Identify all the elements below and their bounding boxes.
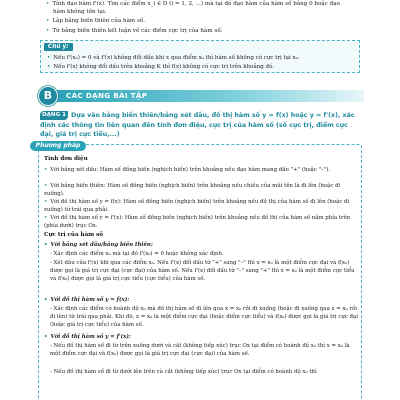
step-text: Lập bảng biến thiên của hàm số. <box>52 18 146 24</box>
method-item: • Với đồ thị hàm số y = f(x): Hàm số đồng biến (nghịch biến) trên khoảng nếu đồ thị của hàm số đi lên (hoặc đi xuống) từ trái qua phải. <box>44 199 350 213</box>
step-text: Tính đạo hàm f'(x). Tìm các điểm x_i ∈ D (i = 1, 2, ...) mà tại đó đạo hàm của hàm số bằng 0 hoặc đạo <box>52 1 340 7</box>
subheading-extrema: Cực trị của hàm số <box>44 232 103 238</box>
subheading-monotonic: Tính đơn điệu <box>44 156 88 162</box>
step-line: • Từ bảng biến thiên kết luận về các điểm cực trị của hàm số. <box>46 28 223 34</box>
method-item: • Với bảng xét dấu: Hàm số đồng biến (nghịch biến) trên khoảng nếu đạo hàm mang dấu "+" (hoặc "–"). <box>44 167 331 173</box>
method-subitem: - Nếu đồ thị hàm số đi từ trên xuống dưới và cắt (không tiếp xúc) trục Ox tại điểm có hoành độ x₀ thì x = x₀ là một điểm cực đại và f(x₀) được gọi là giá trị cực đại (cực đại) của hàm số. <box>50 343 350 357</box>
method-item: • Với bảng biến thiên: Hàm số đồng biến (nghịch biến) trên khoảng nếu chiều của mũi tên là đi lên (hoặc đi xuống). <box>44 183 341 197</box>
method-subitem: - Xác định các điểm có hoành độ x₀ mà đồ thị hàm số đi lên qua x = x₀ rồi đi xuống (hoặc đi xuống qua x = x₀ rồi đi lên) từ trái qua phải. Khi đó, x = x₀ là một điểm cực đại (hoặc điểm cực tiểu) và f(x₀) được gọi là giá trị cực đại (hoặc giá trị cực tiểu) của hàm số. <box>50 306 358 328</box>
section-title: CÁC DẠNG BÀI TẬP <box>66 91 148 100</box>
method-item: • Với đồ thị hàm số y = f'(x): <box>44 334 131 340</box>
method-item: • Với đồ thị hàm số y = f(x): <box>44 297 130 303</box>
method-text: Với bảng xét dấu/bảng biến thiên: <box>50 242 153 248</box>
dang-heading: Dựa vào bảng biến thiên/bảng xét dấu, đồ thị hàm số y = f(x) hoặc y = f'(x), xác định các thông tin liên quan đến tính đơn điệu, cực trị của hàm số (số cực trị, điểm cực đại, giá trị cực tiểu,...) <box>40 112 355 139</box>
note-title: Chú ý: <box>44 43 73 51</box>
step-line: • Tính đạo hàm f'(x). Tìm các điểm x_i ∈ D (i = 1, 2, ...) mà tại đó đạo hàm của hàm số bằng 0 hoặc đạo <box>46 1 340 7</box>
note-box <box>40 40 360 73</box>
step-text: Từ bảng biến thiên kết luận về các điểm cực trị của hàm số. <box>52 28 223 34</box>
section-letter: B <box>38 86 58 106</box>
step-text: hàm không tồn tại. <box>53 9 107 15</box>
method-text: Với đồ thị hàm số y = f(x): <box>50 297 130 303</box>
method-subitem: - Xét dấu của f'(x) khi qua các điểm x₀. Nếu f'(x) đổi dấu từ "+" sang "–" thì x = x₀ là một điểm cực đại và f(x₀) được gọi là giá trị cực đại (cực đại) của hàm số. Nếu f'(x) đổi dấu từ "–" sang "+" thì x = x₀ là một điểm cực tiểu và f(x₀) được gọi là giá trị cực tiểu (cực tiểu) của hàm số. <box>50 260 355 282</box>
step-line-cont <box>53 9 107 16</box>
note-line: • Nếu f'(x₀) = 0 và f'(x) không đổi dấu khi x qua điểm x₀ thì hàm số không có cực trị tại x₀. <box>47 55 300 61</box>
method-text: Với bảng xét dấu: Hàm số đồng biến (nghịch biến) trên khoảng nếu đạo hàm mang dấu "+" (hoặc "–"). <box>50 167 331 173</box>
step-line: • Lập bảng biến thiên của hàm số. <box>46 18 146 24</box>
note-text: Nếu f'(x₀) = 0 và f'(x) không đổi dấu khi x qua điểm x₀ thì hàm số không có cực trị tại x₀. <box>53 55 300 61</box>
method-text: Với đồ thị hàm số y = f'(x): Hàm số đồng biến (nghịch biến) trên khoảng nếu đồ thị của hàm số nằm phía trên (phía dưới) trục Ox. <box>44 215 351 229</box>
method-text: Với bảng biến thiên: Hàm số đồng biến (nghịch biến) trên khoảng nếu chiều của mũi tên là đi lên (hoặc đi xuống). <box>44 183 341 197</box>
method-subitem: - Nếu đồ thị hàm số đi từ dưới lên trên và cắt (không tiếp xúc) trục Ox tại điểm có hoành độ x₀ thì <box>50 369 317 375</box>
dang-tag: DẠNG 1 <box>41 112 67 118</box>
method-item: • Với bảng xét dấu/bảng biến thiên: <box>44 242 153 248</box>
note-line: • Nếu f'(x) không đổi dấu trên khoảng K thì f(x) không có cực trị trên khoảng đó. <box>47 64 275 70</box>
method-subitem: - Xác định các điểm x₀ mà tại đó f'(x₀) = 0 hoặc không xác định. <box>50 251 224 257</box>
method-text: Với đồ thị hàm số y = f(x): Hàm số đồng biến (nghịch biến) trên khoảng nếu đồ thị của hàm số đi lên (hoặc đi xuống) từ trái qua phải. <box>44 199 350 213</box>
section-banner <box>38 86 364 106</box>
method-text: Với đồ thị hàm số y = f'(x): <box>50 334 131 340</box>
note-text: Nếu f'(x) không đổi dấu trên khoảng K thì f(x) không có cực trị trên khoảng đó. <box>53 64 275 70</box>
method-title: Phương pháp <box>30 141 86 151</box>
method-item: • Với đồ thị hàm số y = f'(x): Hàm số đồng biến (nghịch biến) trên khoảng nếu đồ thị của hàm số nằm phía trên (phía dưới) trục Ox. <box>44 215 351 229</box>
